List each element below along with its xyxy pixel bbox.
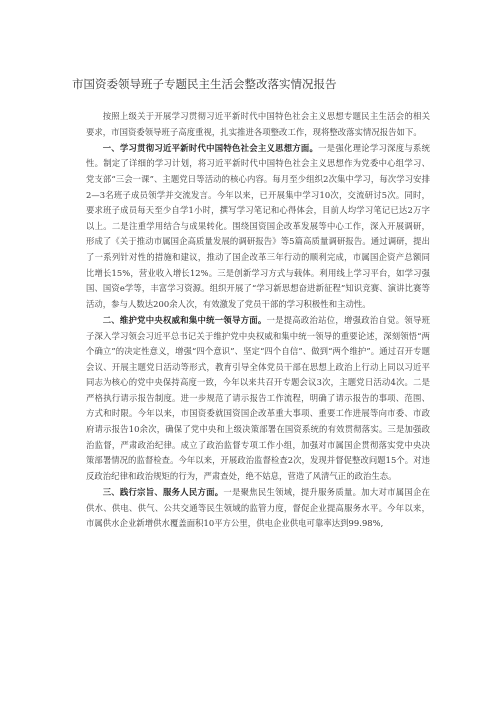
section-body-1: 一是强化理论学习深度与系统性。制定了详细的学习计划，将习近平新时代中国特色社会主义思想作为党委中心组学习、党支部“三会一课”、主题党日等活动的核心内容。每月至少组织2次集中学习，每次学习安排2—3名班子成员领学并交流发言。今年以来，已开展集中学习10次，交流研讨5次。同时，要求班子成员每天至少自学1小时，撰写学习笔记和心得体会，目前人均学习笔记已达2万字以上。二是注重学用结合与成果转化。围绕国资国企改革发展等中心工作，深入开展调研，形成了《关于推动市属国企高质量发展的调研报告》等5篇高质量调研报告。通过调研，提出了一系列针对性的措施和建议，推动了国企改革三年行动的顺利完成，市属国企资产总额同比增长15%，营业收入增长12%。三是创新学习方式与载体。利用线上学习平台，如学习强国、国资e学等，丰富学习资源。组织开展了“学习新思想奋进新征程”知识竞赛、演讲比赛等活动，参与人数达200余人次，有效激发了党员干部的学习积极性和主动性。	[86, 142, 430, 309]
section-heading-1: 一、学习贯彻习近平新时代中国特色社会主义思想方面。	[102, 142, 319, 153]
section-paragraph-1	[86, 141, 430, 313]
intro-paragraph: 按照上级关于开展学习贯彻习近平新时代中国特色社会主义思想专题民主生活会的相关要求，市国资委领导班子高度重视，扎实推进各项整改工作，现将整改落实情况报告如下。	[86, 111, 430, 137]
section-body-2: 一是提高政治站位，增强政治自觉。领导班子深入学习领会习近平总书记关于维护党中央权威和集中统一领导的重要论述，深刻领悟“两个确立”的决定性意义，增强“四个意识”、坚定“四个自信”、做到“两个维护”。通过召开专题会议、开展主题党日活动等形式，教育引导全体党员干部在思想上政治上行动上同以习近平同志为核心的党中央保持高度一致，今年以来共召开专题会议3次，主题党日活动4次。二是严格执行请示报告制度。进一步规范了请示报告工作流程，明确了请示报告的事项、范围、方式和时限。今年以来，市国资委就国资国企改革重大事项、重要工作进展等向市委、市政府请示报告10余次，确保了党中央和上级决策部署在国资系统的有效贯彻落实。三是加强政治监督，严肃政治纪律。成立了政治监督专项工作小组，加强对市属国企贯彻落实党中央决策部署情况的监督检查。今年以来，开展政治监督检查2次，发现并督促整改问题15个。对违反政治纪律和政治规矩的行为，严肃查处，绝不姑息，营造了风清气正的政治生态。	[86, 314, 430, 481]
section-paragraph-2	[86, 313, 430, 485]
section-heading-2: 二、维护党中央权威和集中统一领导方面。	[102, 314, 267, 325]
document-body	[86, 109, 430, 532]
section-heading-3: 三、践行宗旨、服务人民方面。	[102, 487, 224, 498]
document-title: 市国资委领导班子专题民主生活会整改落实情况报告	[72, 77, 337, 91]
section-paragraph-3	[86, 485, 430, 532]
section-body-3: 一是聚焦民生领域，提升服务质量。加大对市属国企在供水、供电、供气、公共交通等民生领域的监管力度，督促企业提高服务水平。今年以来，市属供水企业新增供水覆盖面积10平方公里，供电企业供电可靠率达到99.98%,	[86, 487, 430, 529]
